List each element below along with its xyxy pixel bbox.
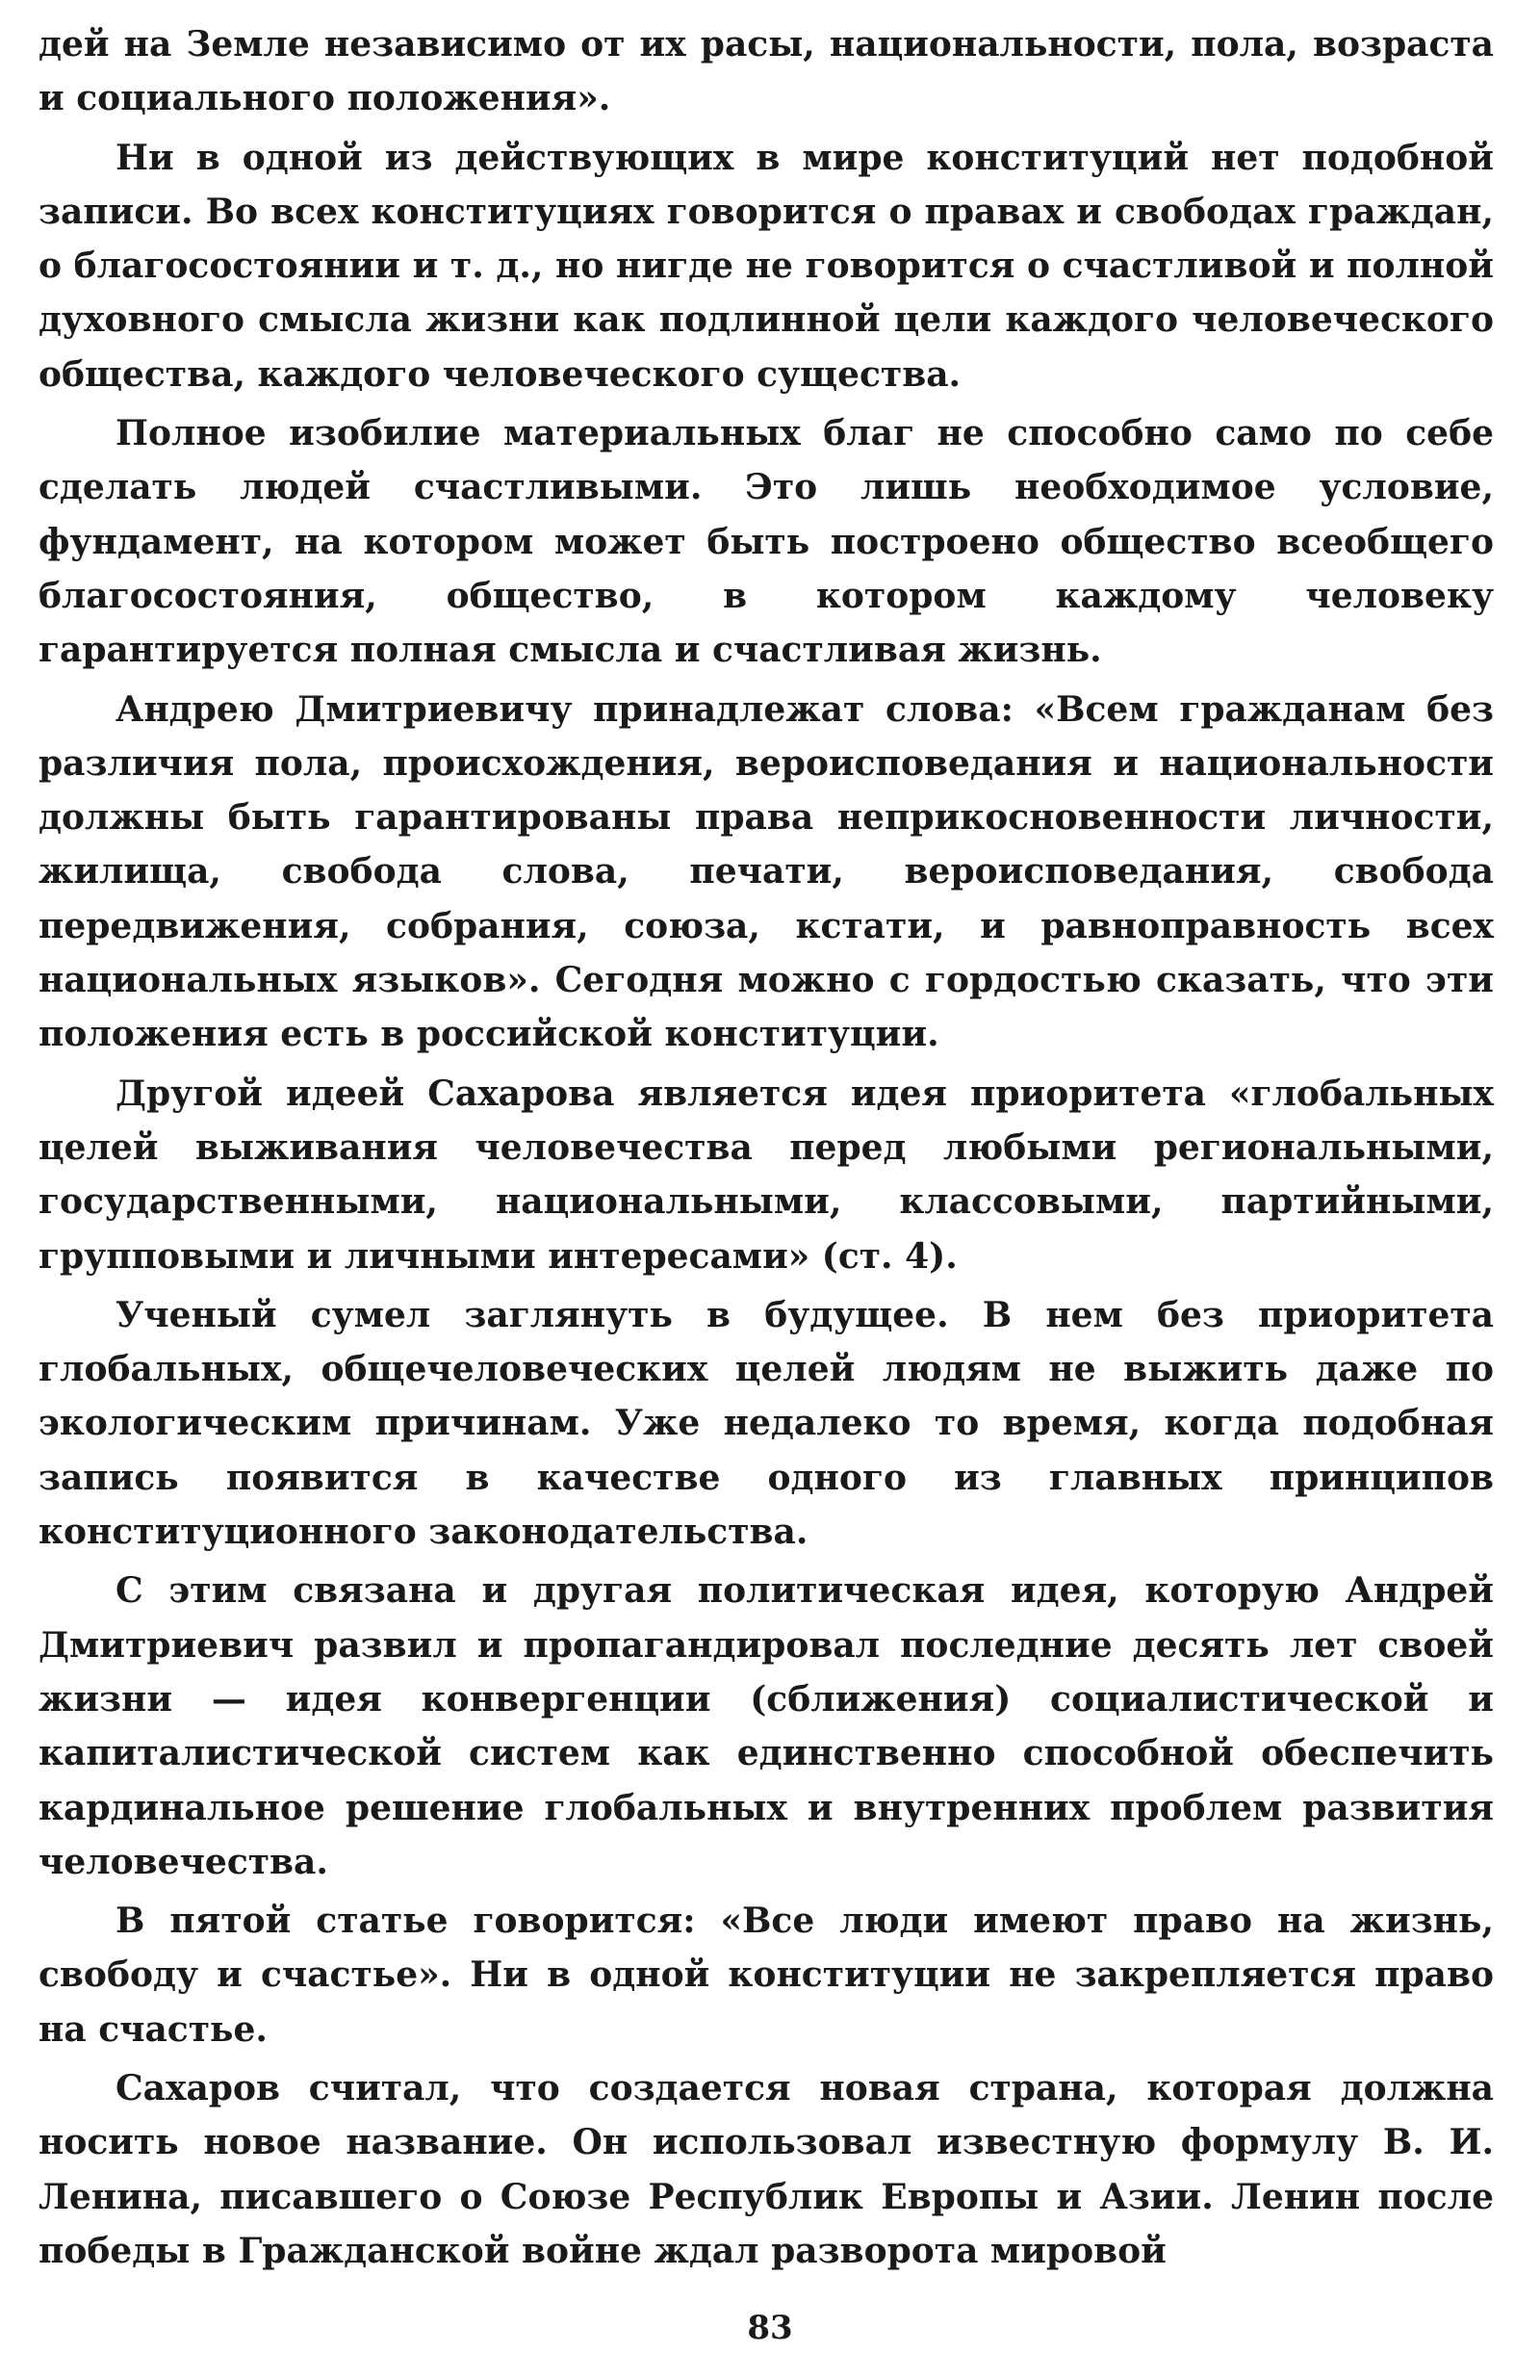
paragraph-3: Полное изобилие материальных благ не способно само по себе сделать людей счастливыми. Это лишь необходимое условие, фундамент, на котором может быть построено общество всеобщего благосостояния, общество, в котором каждому человеку гарантируется полная смысла и счастливая жизнь. bbox=[38, 413, 1494, 671]
body-text bbox=[38, 17, 1494, 2278]
paragraph-1: дей на Земле независимо от их расы, национальности, пола, возраста и социального положения». bbox=[38, 24, 1494, 119]
paragraph-6: Ученый сумел заглянуть в будущее. В нем без приоритета глобальных, общечеловеческих целей людям не выжить даже по экологическим причинам. Уже недалеко то время, когда подобная запись появится в качестве одного из главных принципов конституционного законодательства. bbox=[38, 1294, 1494, 1553]
paragraph-4: Андрею Дмитриевичу принадлежат слова: «Всем гражданам без различия пола, происхождения, вероисповедания и национальности должны быть гарантированы права неприкосновенности личности, жилища, свобода слова, печати, вероисповедания, свобода передвижения, собрания, союза, кстати, и равноправность всех национальных языков». Сегодня можно с гордостью сказать, что эти положения есть в российской конституции. bbox=[38, 688, 1494, 1055]
page-number: 83 bbox=[747, 2309, 793, 2347]
paragraph-8: В пятой статье говорится: «Все люди имеют право на жизнь, свободу и счастье». Ни в одной конституции не закрепляется право на счастье. bbox=[38, 1901, 1494, 2050]
paragraph-5: Другой идеей Сахарова является идея приоритета «глобальных целей выживания человечества перед любыми региональными, государственными, национальными, классовыми, партийными, групповыми и личными интересами» (ст. 4). bbox=[38, 1073, 1494, 1277]
paragraph-9: Сахаров считал, что создается новая страна, которая должна носить новое название. Он использовал известную формулу В. И. Ленина, писавшего о Союзе Республик Европы и Азии. Ленин после победы в Гражданской войне ждал разворота мировой bbox=[38, 2067, 1494, 2271]
paragraph-7: С этим связана и другая политическая идея, которую Андрей Дмитриевич развил и пропагандировал последние десять лет своей жизни — идея конвергенции (сближения) социалистической и капиталистической систем как единственно способной обеспечить кардинальное решение глобальных и внутренних проблем развития человечества. bbox=[38, 1570, 1494, 1882]
paragraph-2: Ни в одной из действующих в мире конституций нет подобной записи. Во всех конституциях говорится о правах и свободах граждан, о благосостоянии и т. д., но нигде не говорится о счастливой и полной духовного смысла жизни как подлинной цели каждого человеческого общества, каждого человеческого существа. bbox=[38, 137, 1494, 395]
